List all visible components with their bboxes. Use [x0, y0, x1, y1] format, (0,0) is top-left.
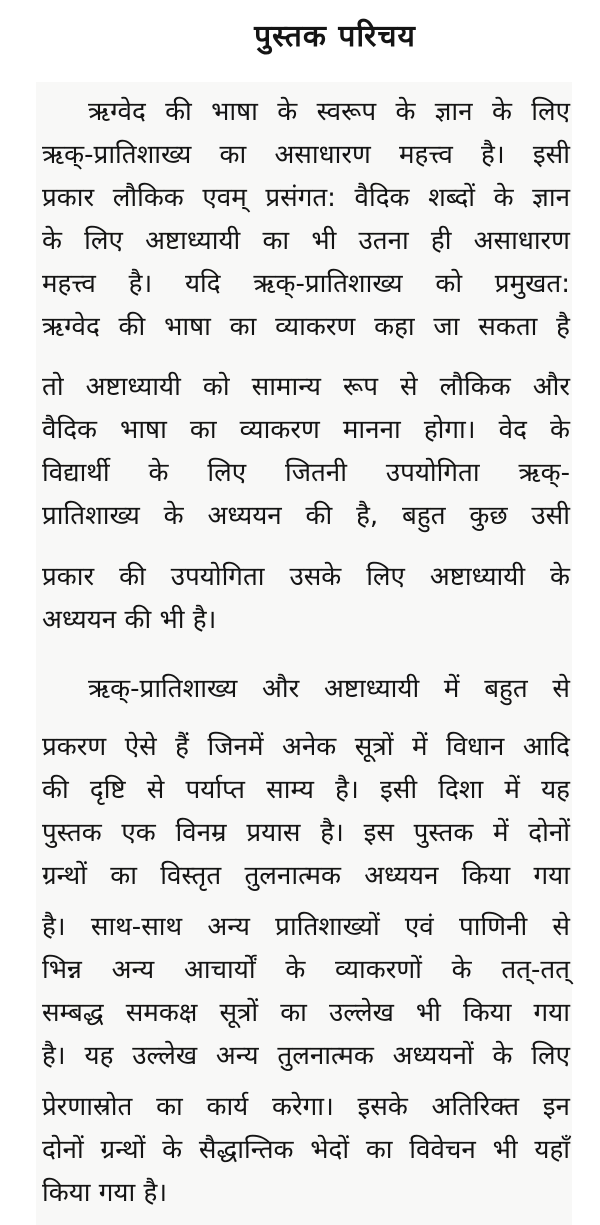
paragraph-line: प्रकरण ऐसे हैं जिनमें अनेक सूत्रों में विधान आदि — [42, 732, 570, 762]
paragraph-line: भिन्न अन्य आचार्यों के व्याकरणों के तत्-तत् — [42, 955, 570, 985]
paragraph-line: सम्बद्ध समकक्ष सूत्रों का उल्लेख भी किया गया — [42, 998, 570, 1028]
paragraph-line: महत्त्व है। यदि ऋक्-प्रातिशाख्य को प्रमुखत: — [42, 269, 570, 299]
paragraph-line: प्रकार की उपयोगिता उसके लिए अष्टाध्यायी के — [42, 562, 570, 592]
paragraph-line: की दृष्टि से पर्याप्त साम्य है। इसी दिशा में यह — [42, 775, 570, 805]
paragraph-line: विद्यार्थी के लिए जितनी उपयोगिता ऋक्- — [42, 458, 570, 488]
paragraph-line: अध्ययन की भी है। — [42, 605, 217, 635]
paragraph-line: पुस्तक एक विनम्र प्रयास है। इस पुस्तक में दोनों — [42, 818, 570, 848]
paragraph-line: प्रातिशाख्य के अध्ययन की है, बहुत कुछ उसी — [42, 501, 570, 531]
paragraph-line: है। साथ-साथ अन्य प्रातिशाख्यों एवं पाणिनी से — [42, 912, 570, 942]
paragraph-line: ऋक्-प्रातिशाख्य का असाधारण महत्त्व है। इसी — [42, 140, 570, 170]
paragraph-line: वैदिक भाषा का व्याकरण मानना होगा। वेद के — [42, 415, 570, 445]
paragraph-line: प्रेरणास्रोत का कार्य करेगा। इसके अतिरिक्त इन — [42, 1092, 570, 1122]
paragraph-line: ऋग्वेद की भाषा के स्वरूप के ज्ञान के लिए — [88, 97, 570, 127]
paragraph-line: तो अष्टाध्यायी को सामान्य रूप से लौकिक और — [42, 372, 570, 402]
paragraph-line: प्रकार लौकिक एवम् प्रसंगत: वैदिक शब्दों के ज्ञान — [42, 183, 570, 213]
page-title — [0, 14, 600, 55]
paragraph-line: दोनों ग्रन्थों के सैद्धान्तिक भेदों का विवेचन भी यहाँ — [42, 1135, 570, 1165]
paragraph-line: किया गया है। — [42, 1178, 168, 1208]
paragraph-line: है। यह उल्लेख अन्य तुलनात्मक अध्ययनों के लिए — [42, 1041, 570, 1071]
paragraph-line: के लिए अष्टाध्यायी का भी उतना ही असाधारण — [42, 226, 570, 256]
paragraph-line: ऋग्वेद की भाषा का व्याकरण कहा जा सकता है — [42, 312, 570, 342]
paragraph-line: ऋक्-प्रातिशाख्य और अष्टाध्यायी में बहुत से — [88, 674, 570, 704]
paragraph-line: ग्रन्थों का विस्तृत तुलनात्मक अध्ययन किया गया — [42, 861, 570, 891]
page-title-text: पुस्तक परिचय — [254, 19, 416, 54]
